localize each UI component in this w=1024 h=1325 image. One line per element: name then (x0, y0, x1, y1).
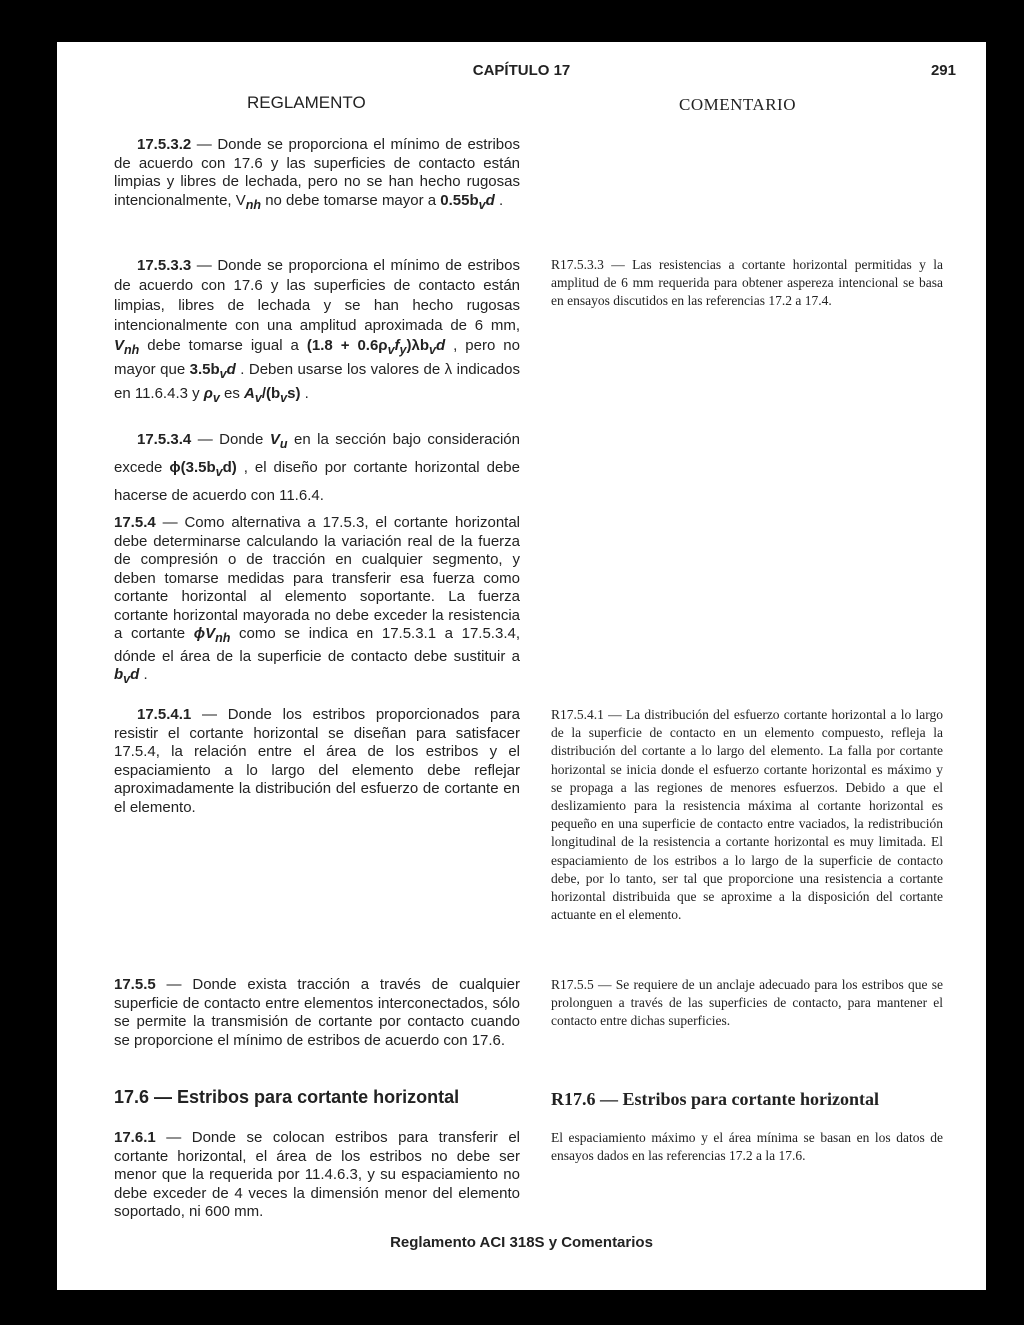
section-17-6-title: 17.6 — Estribos para cortante horizontal (114, 1087, 460, 1107)
section-17-5-5: 17.5.5 — Donde exista tracción a través de cualquier superficie de contacto entre elementos interconectados, sólo se permite la transmisión de cortante por contacto cuando se proporcione el mínimo de estribos de acuerdo con 17.6. (114, 976, 520, 1049)
section-17-5-4: 17.5.4 — Como alternativa a 17.5.3, el cortante horizontal debe determinarse calculando la variación real de la fuerza de compresión o de tracción en cualquier segmento, y deben tomarse medidas para transferir esa fuerza como cortante horizontal al elemento soportante. La fuerza cortante horizontal mayorada no debe exceder la resistencia a cortante $\phi V_{nh}$ como se indica en 17.5.3.1 a 17.5.3.4, dónde el área de la superficie de contacto debe sustituir a $b_vd$ . (114, 514, 520, 686)
section-number: 17.5.3.3 (137, 257, 192, 274)
comentario-column-title: COMENTARIO (679, 95, 796, 114)
page-number: 291 (930, 62, 956, 79)
section-number: 17.5.3.4 (137, 431, 192, 448)
section-number: 17.5.4 (114, 514, 156, 531)
commentary-r17-5-4-1: R17.5.4.1 — La distribución del esfuerzo cortante horizontal a lo largo de la superficie de contacto en un elemento compuesto, refleja la distribución del cortante a lo largo del elemento. La falla por cortante horizontal se inicia donde el esfuerzo cortante horizontal es máximo y se propaga a las regiones de menores esfuerzos. Debido a que el deslizamiento para la resistencia máxima al cortante horizontal es pequeño en una superficie de contacto entre vaciados, la redistribución longitudinal de la resistencia a cortante horizontal es muy limitada. El espaciamiento de los estribos a lo largo de la superficie de contacto debe, por lo tanto, ser tal que proporcione una resistencia a cortante horizontal distribuida que se aproxime a la disposición del cortante actuante en el elemento. (551, 707, 943, 923)
section-number: 17.5.3.2 (137, 136, 192, 153)
commentary-r17-5-5: R17.5.5 — Se requiere de un anclaje adecuado para los estribos que se prolonguen a través de las superficies de contacto, para mantener el contacto entre dichas superficies. (551, 977, 943, 1029)
commentary-r17-5-3-3: R17.5.3.3 — Las resistencias a cortante horizontal permitidas y la amplitud de 6 mm requerida para obtener aspereza intencional se basa en ensayos discutidos en las referencias 17.2 a 17.4. (551, 257, 943, 309)
section-17-5-3-2: 17.5.3.2 — Donde se proporciona el mínimo de estribos de acuerdo con 17.6 y las superficies de contacto están limpias y libres de lechada, pero no se han hecho rugosas intencionalmente, $V_{nh}$ no debe tomarse mayor a $0.55b_vd$ . (114, 136, 520, 212)
section-number: 17.6.1 (114, 1129, 156, 1146)
section-number: 17.5.5 (114, 976, 156, 993)
section-17-6-1: 17.6.1 — Donde se colocan estribos para transferir el cortante horizontal, el área de los estribos no debe ser menor que la requerida por 11.4.6.3, y su espaciamiento no debe exceder de 4 veces la dimensión menor del elemento soportado, ni 600 mm. (114, 1129, 520, 1220)
section-17-5-4-1: 17.5.4.1 — Donde los estribos proporcionados para resistir el cortante horizontal se diseñan para satisfacer 17.5.4, la relación entre el área de los estribos y el espaciamiento a lo largo del elemento debe reflejar aproximadamente la distribución del esfuerzo de cortante en el elemento. (114, 706, 520, 816)
commentary-r17-6: El espaciamiento máximo y el área mínima se basan en los datos de ensayos dados en las referencias 17.2 a la 17.6. (551, 1130, 943, 1164)
page-footer: Reglamento ACI 318S y Comentarios (390, 1234, 653, 1251)
section-17-5-3-3: 17.5.3.3 — Donde se proporciona el mínimo de estribos de acuerdo con 17.6 y las superficies de contacto están limpias, libres de lechada y se han hecho rugosas intencionalmente con una amplitud aproximada de 6 mm, $V_{nh}$ debe tomarse igual a $(1.8 + 0.6\rho_vf_y)\lambda b_vd$ , pero no mayor que $3.5b_vd$ . Deben usarse los valores de λ indicados en 11.6.4.3 y $\rho_v$ es $A_v/(b_vs)$ . (114, 257, 520, 405)
section-17-5-3-4: 17.5.3.4 — Donde $V_u$ en la sección bajo consideración excede $\phi(3.5b_vd)$ , el diseño por cortante horizontal debe hacerse de acuerdo con 11.6.4. (114, 431, 520, 504)
reglamento-column-title: REGLAMENTO (247, 93, 366, 112)
section-number: 17.5.4.1 (137, 706, 192, 723)
document-page (57, 42, 986, 1290)
chapter-header: CAPÍTULO 17 (472, 62, 571, 79)
commentary-r17-6-title: R17.6 — Estribos para cortante horizontal (551, 1089, 879, 1109)
